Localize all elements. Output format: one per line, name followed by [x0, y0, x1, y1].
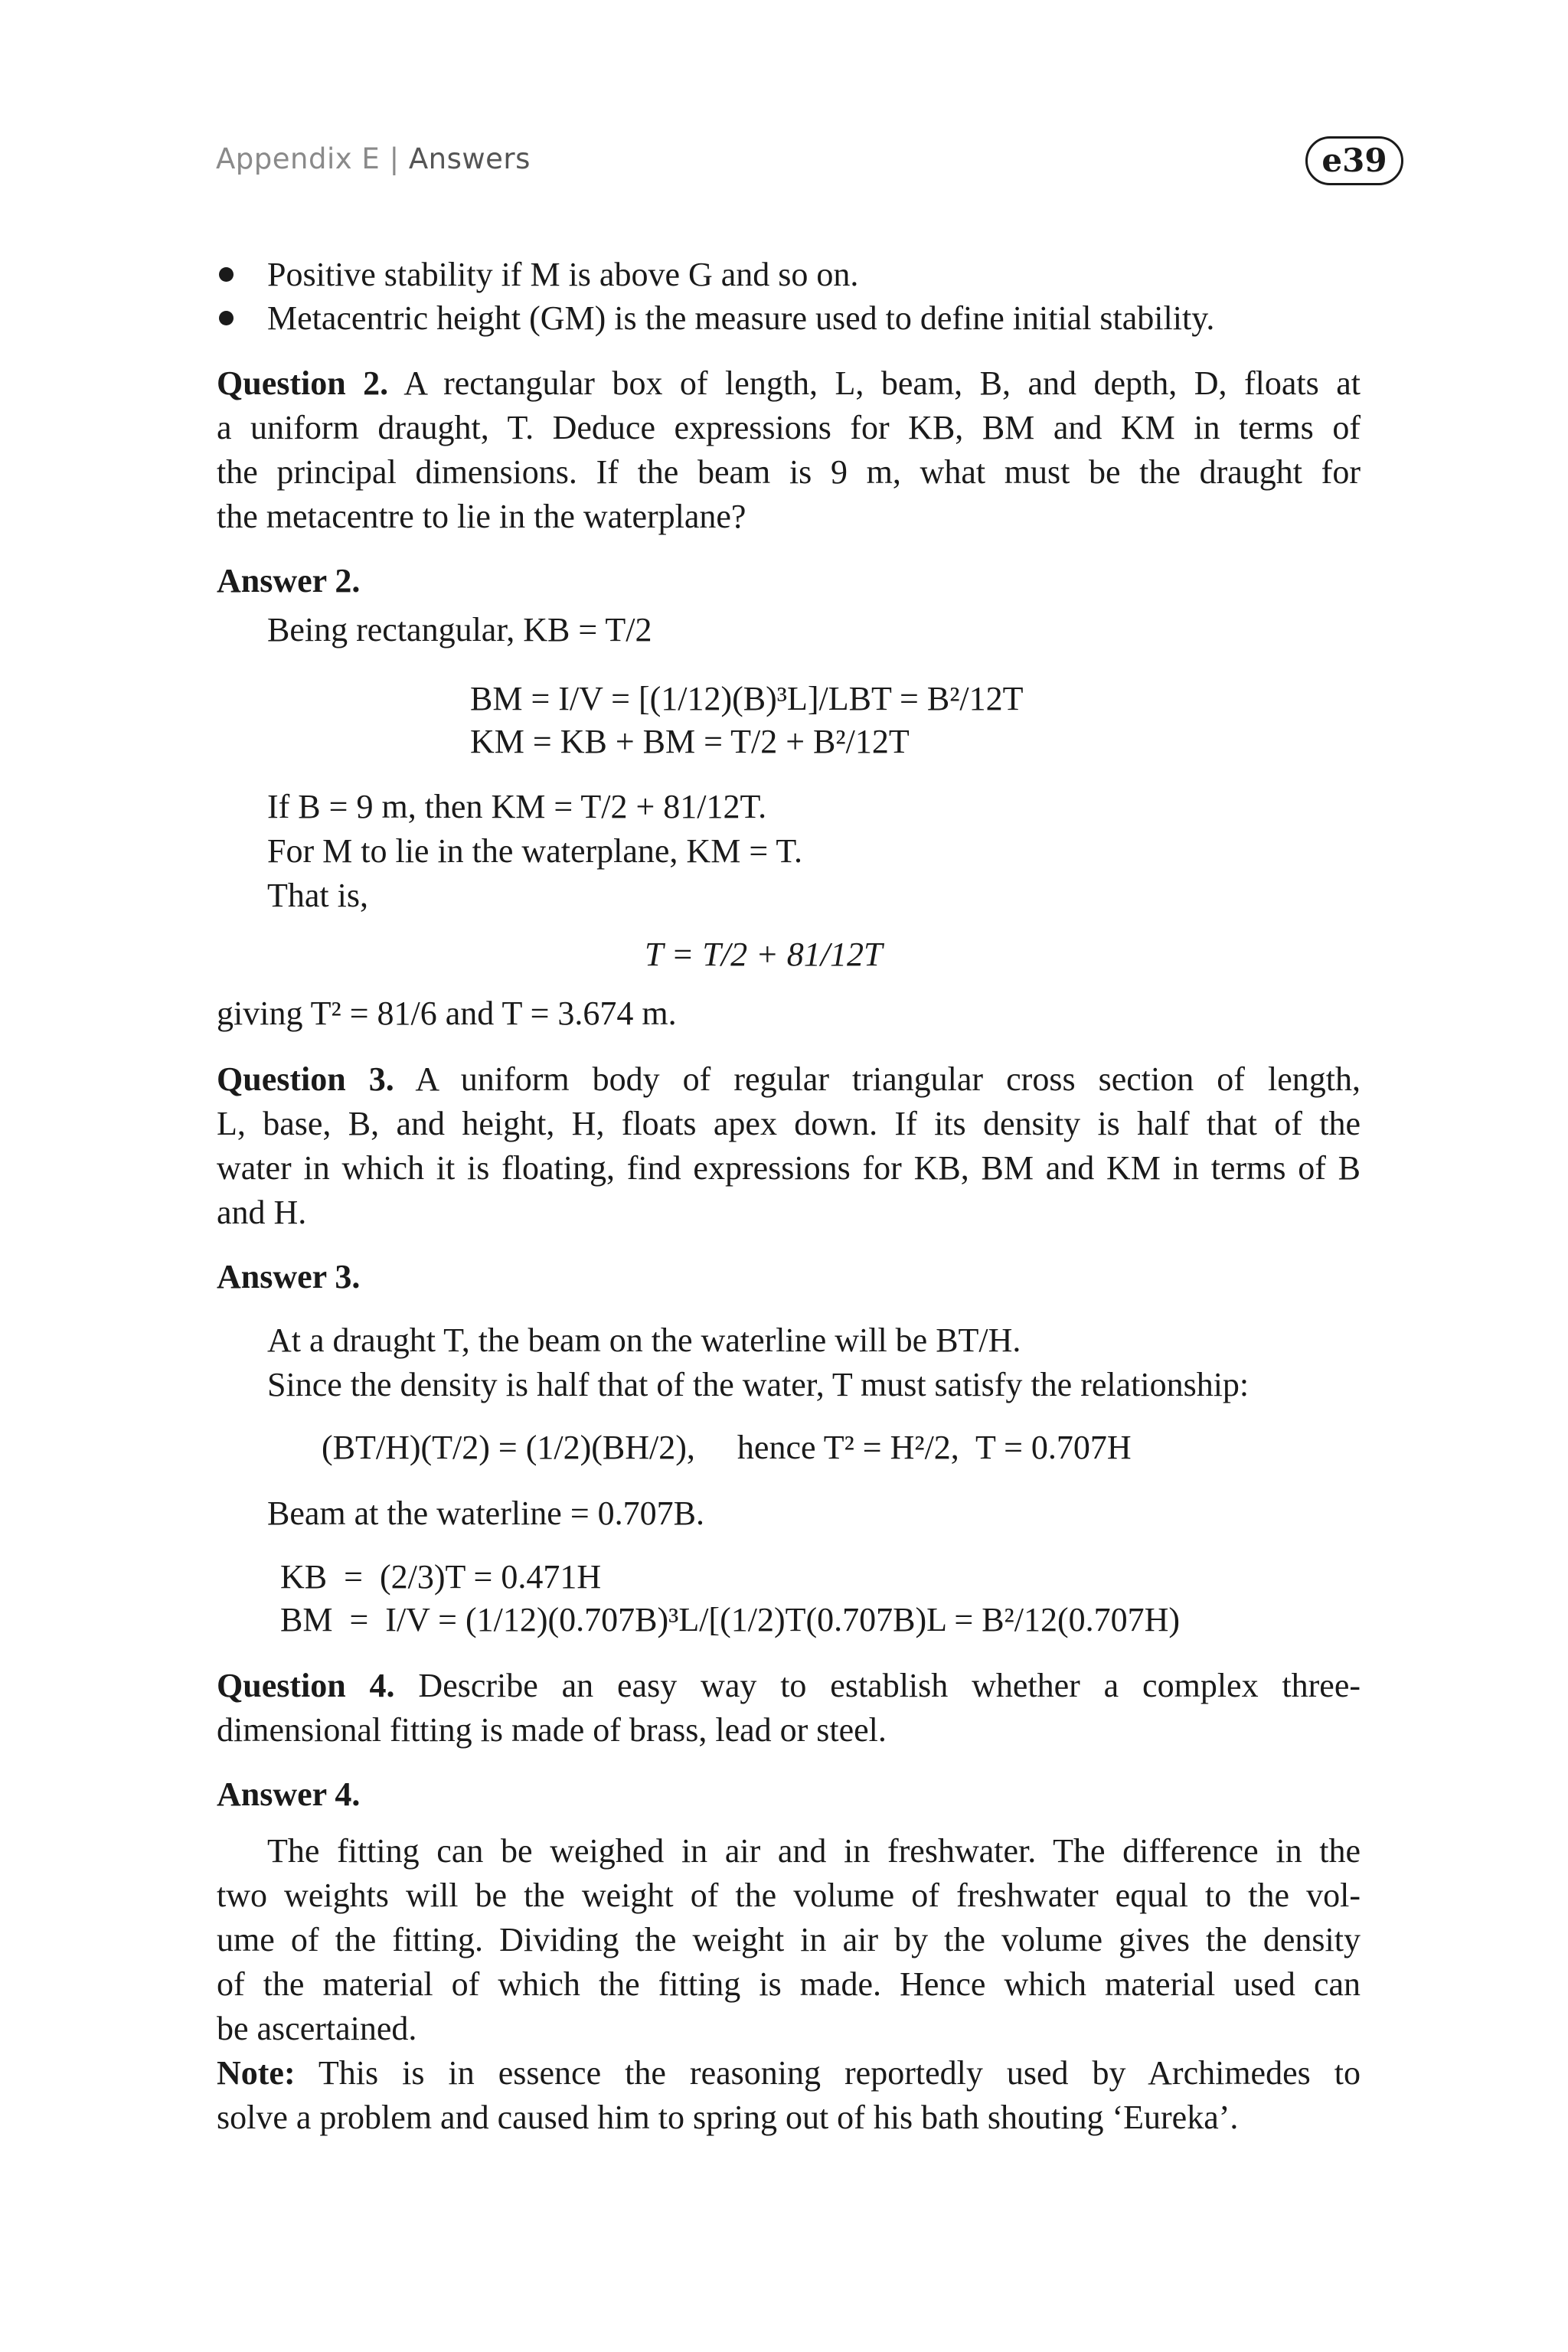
question-2-text: A rectangular box of length, L, beam, B, and depth, D, floats at — [403, 364, 1361, 402]
answer-3-text: Since the density is half that of the water, T must satisfy the relationship: — [267, 1366, 1250, 1403]
answer-3-text: At a draught T, the beam on the waterline will be BT/H. — [267, 1321, 1021, 1359]
question-3-line: and H. — [217, 1194, 307, 1231]
question-4-line: dimensional fitting is made of brass, lead or steel. — [217, 1711, 887, 1749]
question-4-text: Describe an easy way to establish whether a complex three- — [418, 1667, 1361, 1704]
answer-4-text: ume of the fitting. Dividing the weight in air by the volume gives the density — [217, 1921, 1361, 1958]
answer-3-equation: (BT/H)(T/2) = (1/2)(BH/2), hence T² = H²/2, T = 0.707H — [322, 1429, 1132, 1466]
answer-4-note-line — [217, 2051, 1361, 2096]
answer-2-equation: BM = I/V = [(1/12)(B)³L]/LBT = B²/12T — [470, 680, 1024, 717]
page-number: e39 — [1305, 136, 1403, 185]
bullet-item: Metacentric height (GM) is the measure used to define initial stability. — [267, 299, 1215, 337]
question-3-line — [217, 1057, 1361, 1102]
answer-4-text: of the material of which the fitting is made. Hence which material used can — [217, 1965, 1361, 2003]
running-head-separator: | — [380, 142, 409, 175]
note-text: This is in essence the reasoning reportedly used by Archimedes to — [318, 2054, 1361, 2092]
answer-2-text: giving T² = 81/6 and T = 3.674 m. — [217, 995, 677, 1032]
answer-4-label: Answer 4. — [217, 1775, 361, 1813]
question-2-line: the principal dimensions. If the beam is 9 m, what must be the draught for — [217, 453, 1361, 491]
answer-4-note-line: solve a problem and caused him to spring out of his bath shouting ‘Eureka’. — [217, 2099, 1239, 2136]
bullet-dot — [219, 267, 234, 282]
bullet-dot — [219, 311, 234, 325]
answer-2-text: That is, — [267, 877, 368, 914]
answer-2-label: Answer 2. — [217, 562, 361, 599]
bullet-item: Positive stability if M is above G and so on. — [267, 256, 859, 293]
question-4-line — [217, 1664, 1361, 1708]
answer-4-text: be ascertained. — [217, 2010, 417, 2047]
answer-2-text: If B = 9 m, then KM = T/2 + 81/12T. — [267, 788, 767, 825]
question-3-label: Question 3. — [217, 1060, 394, 1098]
running-head-subtitle: Answers — [408, 142, 531, 175]
question-2-line — [217, 361, 1361, 406]
answer-2-equation: KM = KB + BM = T/2 + B²/12T — [470, 723, 910, 760]
answer-2-equation: T = T/2 + 81/12T — [645, 936, 883, 973]
answer-4-text: two weights will be the weight of the volume of freshwater equal to the vol- — [217, 1877, 1361, 1914]
question-4-label: Question 4. — [217, 1667, 395, 1704]
answer-3-equation: KB = (2/3)T = 0.471H — [280, 1558, 602, 1596]
question-3-text: A uniform body of regular triangular cross section of length, — [415, 1060, 1361, 1098]
answer-3-equation: BM = I/V = (1/12)(0.707B)³L/[(1/2)T(0.707B)L = B²/12(0.707H) — [280, 1601, 1181, 1638]
answer-2-text: For M to lie in the waterplane, KM = T. — [267, 832, 802, 870]
question-3-line: water in which it is floating, find expressions for KB, BM and KM in terms of B — [217, 1149, 1361, 1187]
answer-4-text: The fitting can be weighed in air and in freshwater. The difference in the — [267, 1832, 1361, 1870]
answer-2-text: Being rectangular, KB = T/2 — [267, 611, 652, 648]
running-head — [216, 142, 531, 175]
running-head-section: Appendix E — [216, 142, 381, 175]
answer-3-text: Beam at the waterline = 0.707B. — [267, 1494, 704, 1532]
question-2-line: a uniform draught, T. Deduce expressions for KB, BM and KM in terms of — [217, 409, 1361, 446]
question-2-line: the metacentre to lie in the waterplane? — [217, 498, 746, 535]
question-2-label: Question 2. — [217, 364, 389, 402]
answer-3-label: Answer 3. — [217, 1258, 361, 1295]
note-label: Note: — [217, 2054, 296, 2092]
question-3-line: L, base, B, and height, H, floats apex down. If its density is half that of the — [217, 1105, 1361, 1142]
